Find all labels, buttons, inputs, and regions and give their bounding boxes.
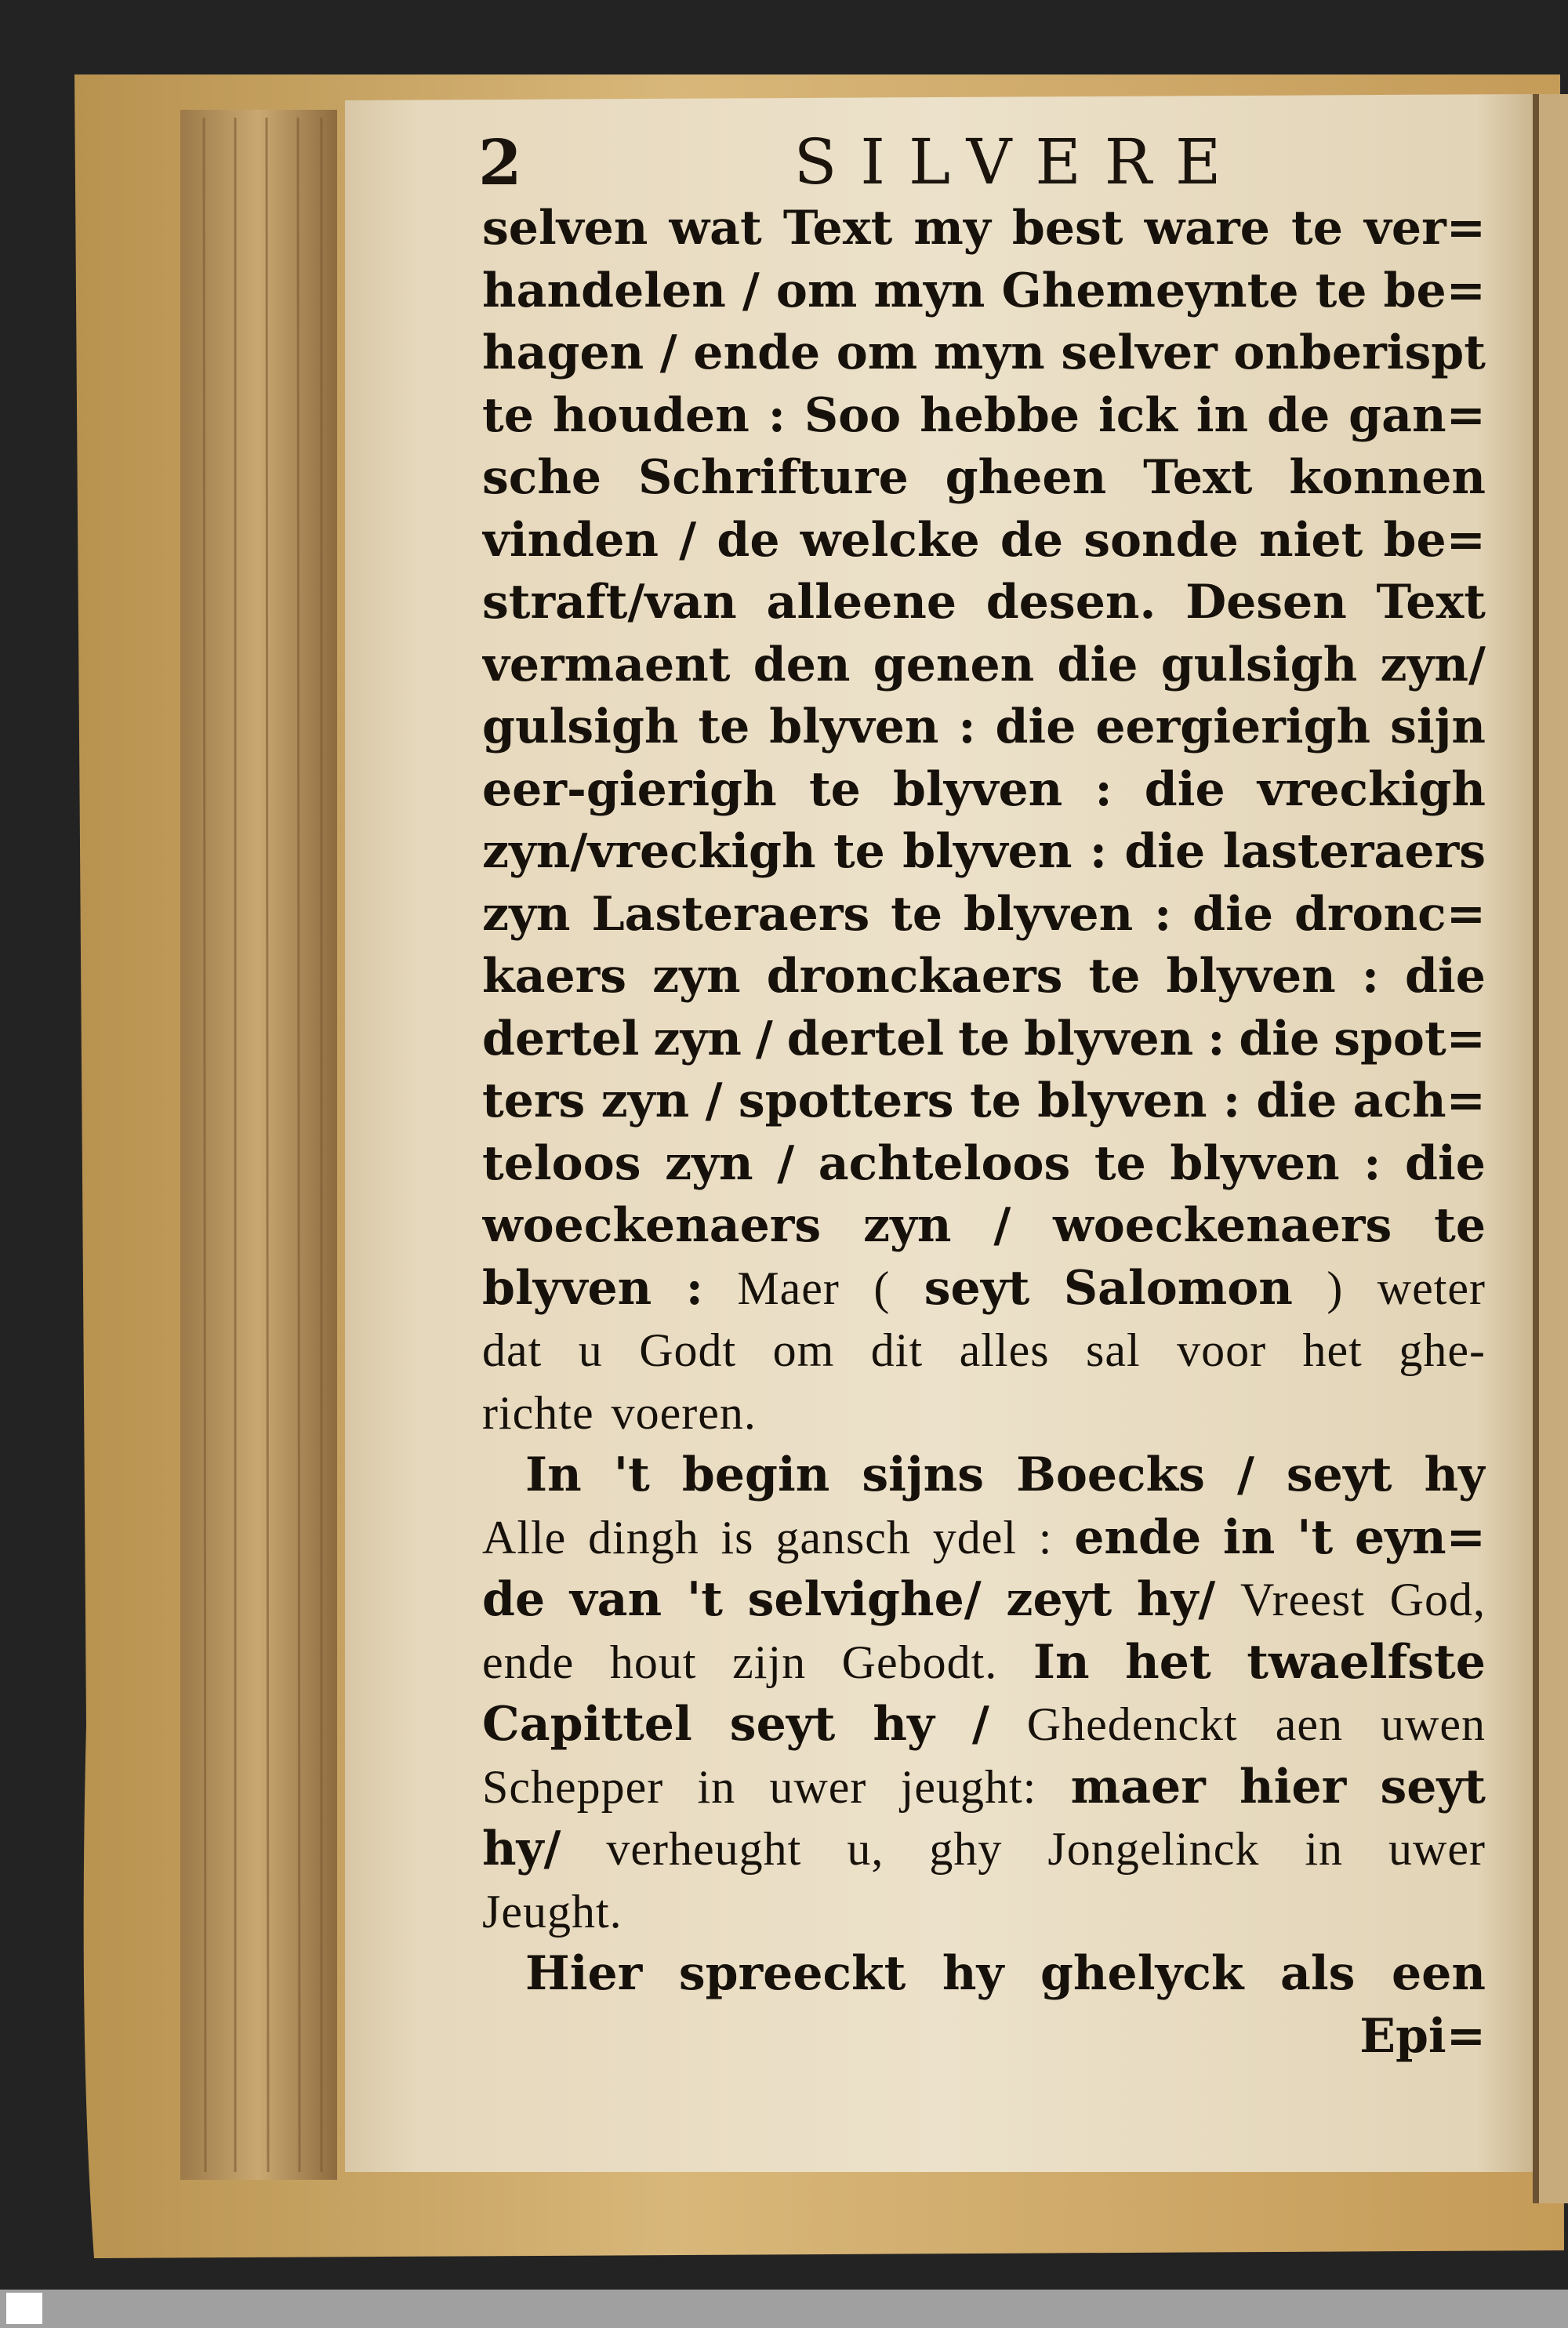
text-line — [482, 1258, 1486, 1319]
word: de — [1267, 387, 1330, 443]
word: maer — [1070, 1759, 1206, 1814]
word: blyven — [902, 824, 1073, 879]
word: vermaent — [482, 637, 731, 692]
word: weter — [1377, 1262, 1486, 1314]
text-line — [482, 1694, 1486, 1755]
word: Hier — [525, 1946, 643, 2001]
word: zyn — [863, 1198, 952, 1253]
word: hy/ — [1136, 1572, 1216, 1627]
word: : — [1154, 886, 1172, 942]
word: die — [1239, 1011, 1320, 1066]
word: Schrifture — [637, 450, 909, 505]
word: van — [569, 1572, 662, 1627]
viewer-footer-bar — [0, 2290, 1568, 2328]
word: genen — [873, 637, 1035, 692]
word: kaers — [482, 949, 627, 1004]
word: my — [913, 201, 991, 256]
word: 't — [1297, 1509, 1334, 1565]
word: die — [1144, 761, 1225, 817]
word: om — [775, 263, 858, 318]
word: die — [1057, 637, 1138, 692]
text-line — [482, 198, 1486, 259]
word: gheen — [945, 450, 1107, 505]
word: een — [1392, 1946, 1486, 2001]
word: straft/van — [482, 575, 737, 630]
word: te — [698, 699, 750, 754]
word: Jongelinck — [1047, 1823, 1260, 1875]
text-line — [525, 1943, 1486, 2004]
word: Text — [1376, 575, 1486, 630]
word: om — [772, 1324, 835, 1376]
word: : — [768, 387, 786, 443]
word: ) — [1327, 1262, 1344, 1314]
text-line — [482, 634, 1486, 695]
word: / — [971, 1697, 989, 1752]
word: best — [1011, 201, 1123, 256]
word: uwer — [1388, 1823, 1486, 1875]
word: Alle — [482, 1511, 567, 1564]
word: : — [958, 699, 976, 754]
word: zyn — [652, 949, 741, 1004]
word: woeckenaers — [1053, 1198, 1392, 1253]
word: dingh — [588, 1511, 699, 1564]
word: teloos — [482, 1135, 641, 1191]
text-line — [525, 1444, 1486, 1505]
word: Gebodt. — [841, 1636, 998, 1688]
word: blyven — [1023, 1011, 1194, 1066]
word: / — [1236, 1447, 1254, 1502]
word: In — [1033, 1634, 1090, 1690]
word: voeren. — [611, 1386, 757, 1439]
word: / — [705, 1073, 723, 1128]
word: Ghedenckt — [1026, 1698, 1238, 1750]
word: / — [659, 325, 677, 380]
word: konnen — [1289, 450, 1486, 505]
word: die — [1192, 886, 1274, 942]
word: zyn — [482, 886, 571, 942]
word: te — [891, 886, 943, 942]
word: myn — [933, 325, 1045, 380]
word: te — [969, 1073, 1022, 1128]
word: blyven — [769, 699, 939, 754]
word: blyven — [1166, 949, 1336, 1004]
word: be= — [1383, 263, 1486, 318]
word: ver= — [1364, 201, 1486, 256]
word: seyt — [924, 1260, 1030, 1316]
word: ach= — [1352, 1073, 1486, 1128]
word: eer-gierigh — [482, 761, 777, 817]
word: Boecks — [1016, 1447, 1205, 1502]
text-line — [482, 572, 1486, 633]
word: 't — [613, 1447, 650, 1502]
word: / — [755, 1011, 773, 1066]
word: / — [679, 512, 697, 568]
word: Lasteraers — [591, 886, 870, 942]
text-line — [482, 1507, 1486, 1568]
text-line — [482, 759, 1486, 820]
word: u — [578, 1324, 603, 1376]
word: u, — [847, 1823, 884, 1875]
word: hy — [873, 1697, 935, 1752]
word: God, — [1389, 1574, 1486, 1625]
word: Vreest — [1240, 1574, 1365, 1625]
word: wat — [669, 201, 762, 256]
word: : — [685, 1260, 703, 1316]
word: blyven — [963, 886, 1134, 942]
text-line — [482, 1070, 1486, 1131]
word: desen. — [985, 575, 1156, 630]
text-line — [482, 946, 1486, 1007]
word: die — [995, 699, 1076, 754]
word: : — [1094, 761, 1112, 817]
word: Text — [1143, 450, 1253, 505]
word: sonde — [1083, 512, 1239, 568]
word: zeyt — [1006, 1572, 1112, 1627]
word: alles — [959, 1324, 1050, 1376]
word: alleene — [766, 575, 957, 630]
word: handelen — [482, 263, 726, 318]
word: te — [1088, 949, 1141, 1004]
word: de — [482, 1572, 546, 1627]
text-line — [482, 1632, 1486, 1693]
word: in — [697, 1760, 736, 1813]
word: zyn/ — [1380, 637, 1486, 692]
word: ters — [482, 1073, 586, 1128]
page-header — [470, 125, 1490, 199]
word: Schepper — [482, 1760, 664, 1813]
word: hy/ — [482, 1821, 561, 1876]
word: te — [1094, 1135, 1146, 1191]
word: het — [1125, 1634, 1211, 1690]
word: gansch — [775, 1511, 911, 1564]
word: Salomon — [1063, 1260, 1293, 1316]
word: selver — [1061, 325, 1218, 380]
word: aen — [1275, 1698, 1343, 1750]
text-line — [482, 1756, 1486, 1818]
word: in — [1305, 1823, 1344, 1875]
word: te — [1291, 201, 1343, 256]
word: dit — [870, 1324, 924, 1376]
word: hout — [609, 1636, 697, 1688]
word: uwen — [1381, 1698, 1486, 1750]
word: Godt — [639, 1324, 737, 1376]
text-line — [482, 1195, 1486, 1256]
word: blyven — [1037, 1073, 1207, 1128]
text-line — [482, 1818, 1486, 1879]
text-line — [482, 385, 1486, 446]
word: ghelyck — [1040, 1946, 1244, 2001]
word: ick — [1098, 387, 1178, 443]
word: hebbe — [920, 387, 1080, 443]
word: dronckaers — [766, 949, 1063, 1004]
word: eyn= — [1354, 1509, 1486, 1565]
text-line — [482, 1133, 1486, 1194]
word: in — [1196, 387, 1249, 443]
text-line — [482, 447, 1486, 508]
word: eergierigh — [1095, 699, 1371, 754]
word: hy — [1424, 1447, 1486, 1502]
word: hagen — [482, 325, 644, 380]
library-logo-icon — [6, 2293, 42, 2324]
word: zyn — [601, 1073, 690, 1128]
word: ghe- — [1399, 1324, 1486, 1376]
word: ware — [1144, 201, 1270, 256]
word: gulsigh — [482, 699, 679, 754]
word: zyn/vreckigh — [482, 824, 816, 879]
word: / — [742, 263, 760, 318]
text-line — [482, 1320, 1486, 1381]
word: die — [1124, 824, 1206, 879]
word: sijns — [862, 1447, 985, 1502]
word: spotters — [738, 1073, 954, 1128]
text-line — [482, 322, 1486, 383]
word: spreeckt — [678, 1946, 906, 2001]
text-line — [482, 696, 1486, 757]
word: te — [482, 387, 534, 443]
word: seyt — [1286, 1447, 1392, 1502]
word: uwer — [769, 1760, 867, 1813]
word: / — [993, 1198, 1011, 1253]
word: Soo — [804, 387, 902, 443]
word: dat — [482, 1324, 543, 1376]
word: blyven — [893, 761, 1063, 817]
word: seyt — [729, 1697, 836, 1752]
word: de — [1000, 512, 1064, 568]
word: jeught: — [900, 1760, 1037, 1813]
word: onberispt — [1233, 325, 1486, 380]
word: als — [1280, 1946, 1356, 2001]
word: Ghemeynte — [1001, 263, 1299, 318]
word: hy — [942, 1946, 1004, 2001]
word: ende — [482, 1636, 575, 1688]
word: : — [1361, 949, 1379, 1004]
text-line — [482, 821, 1486, 882]
word: : — [1207, 1011, 1225, 1066]
word: ( — [873, 1262, 891, 1314]
word: selven — [482, 201, 648, 256]
word: houden — [552, 387, 750, 443]
word: : — [1222, 1073, 1240, 1128]
word: vinden — [482, 512, 659, 568]
word: ghy — [929, 1823, 1003, 1875]
word: woeckenaers — [482, 1198, 822, 1253]
word: dertel — [482, 1011, 640, 1066]
word: sal — [1086, 1324, 1141, 1376]
word: ende — [1074, 1509, 1202, 1565]
word: Epi= — [1359, 2008, 1486, 2064]
word: vreckigh — [1257, 761, 1486, 817]
word: dronc= — [1294, 886, 1486, 942]
word: blyven — [1170, 1135, 1340, 1191]
word: Desen — [1185, 575, 1347, 630]
word: te — [1315, 263, 1367, 318]
word: richte — [482, 1386, 594, 1439]
word: dertel — [786, 1011, 945, 1066]
word: In — [525, 1447, 582, 1502]
text-line — [482, 510, 1486, 571]
word: : — [1038, 1511, 1053, 1564]
word: Capittel — [482, 1697, 692, 1752]
word: zyn — [653, 1011, 742, 1066]
text-line — [482, 2006, 1486, 2067]
word: die — [1256, 1073, 1338, 1128]
word: te — [958, 1011, 1011, 1066]
word: spot= — [1334, 1011, 1486, 1066]
text-line — [482, 1008, 1486, 1070]
text-line — [482, 1881, 1486, 1942]
word: zijn — [732, 1636, 807, 1688]
word: den — [753, 637, 851, 692]
word: de — [717, 512, 780, 568]
word: te — [833, 824, 885, 879]
word: 't — [686, 1572, 723, 1627]
word: blyven — [482, 1260, 652, 1316]
word: lasteraers — [1222, 824, 1486, 879]
word: voor — [1177, 1324, 1267, 1376]
text-line — [482, 884, 1486, 945]
running-head: SILVERE — [793, 125, 1245, 198]
word: ende — [693, 325, 821, 380]
word: in — [1222, 1509, 1276, 1565]
page-number: 2 — [478, 125, 522, 199]
word: achteloos — [818, 1135, 1071, 1191]
word: te — [1434, 1198, 1486, 1253]
word: niet — [1259, 512, 1363, 568]
text-line — [482, 1382, 1486, 1444]
word: Jeught. — [482, 1885, 622, 1938]
word: begin — [681, 1447, 830, 1502]
word: / — [777, 1135, 795, 1191]
word: gulsigh — [1160, 637, 1358, 692]
word: die — [1405, 949, 1486, 1004]
word: : — [1089, 824, 1107, 879]
word: Text — [782, 201, 893, 256]
word: Maer — [737, 1262, 840, 1314]
word: sche — [482, 450, 602, 505]
word: twaelfste — [1247, 1634, 1486, 1690]
word: hier — [1240, 1759, 1347, 1814]
word: myn — [873, 263, 985, 318]
word: te — [808, 761, 861, 817]
word: welcke — [800, 512, 980, 568]
word: het — [1302, 1324, 1363, 1376]
word: is — [720, 1511, 754, 1564]
text-line — [482, 260, 1486, 321]
word: seyt — [1380, 1759, 1486, 1814]
word: gan= — [1348, 387, 1486, 443]
word: selvighe/ — [747, 1572, 982, 1627]
word: sijn — [1390, 699, 1486, 754]
word: zyn — [665, 1135, 753, 1191]
word: om — [836, 325, 918, 380]
word: ydel — [932, 1511, 1018, 1564]
word: be= — [1383, 512, 1486, 568]
text-line — [482, 1569, 1486, 1630]
word: die — [1405, 1135, 1486, 1191]
word: : — [1363, 1135, 1381, 1191]
word: verheught — [606, 1823, 802, 1875]
